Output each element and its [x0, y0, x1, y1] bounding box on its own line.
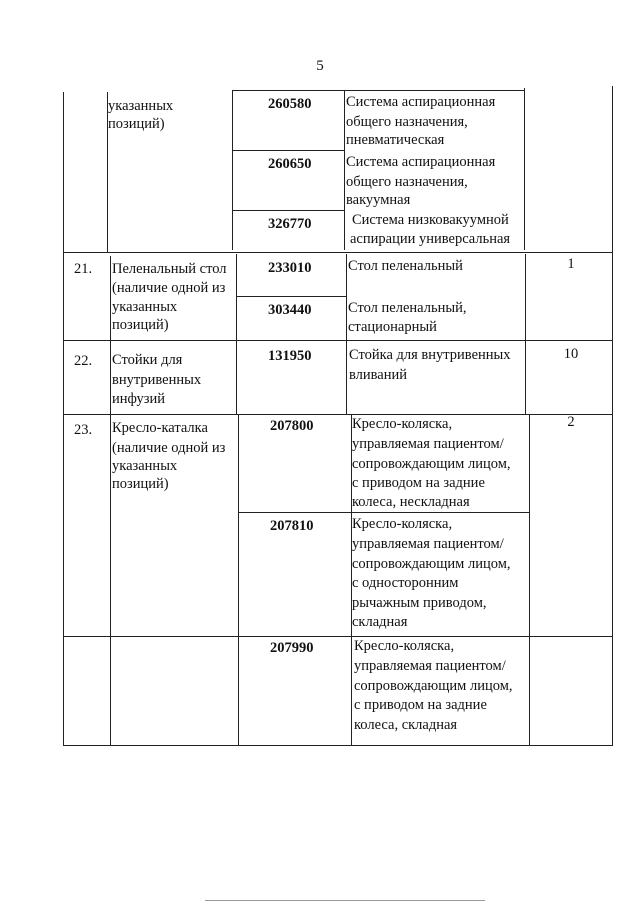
item-desc-line: Кресло-коляска, [354, 638, 455, 654]
row-name-line: Пеленальный стол [112, 261, 227, 277]
item-code: 131950 [268, 348, 312, 364]
col-border-2 [238, 414, 239, 746]
item-separator [238, 512, 529, 513]
col-border-2 [232, 90, 233, 250]
row-quantity: 10 [563, 346, 579, 362]
item-desc-line: сопровождающим лицом, [354, 678, 513, 694]
row-name-line: Кресло-каталка [112, 420, 208, 436]
item-desc-line: рычажным приводом, [352, 595, 487, 611]
item-desc-line: Система низковакуумной [352, 212, 509, 228]
row-name-line: указанных [112, 458, 178, 474]
item-code: 207990 [270, 640, 314, 656]
row-name-line: инфузий [112, 391, 166, 407]
item-desc-line: с приводом на задние [354, 697, 487, 713]
item-desc-line: Стол пеленальный, [348, 300, 467, 316]
row-name-line: позиций) [112, 317, 169, 333]
col-border-3 [344, 90, 345, 250]
row-name-line: позиций) [108, 116, 165, 132]
col-border-4 [529, 414, 530, 746]
col-border-2 [236, 254, 237, 414]
item-desc-line: пневматическая [346, 132, 445, 148]
row-name-line: указанных [112, 299, 178, 315]
item-code: 207800 [270, 418, 314, 434]
item-desc-line: управляемая пациентом/ [354, 658, 506, 674]
item-code: 260650 [268, 156, 312, 172]
item-desc-line: сопровождающим лицом, [352, 556, 511, 572]
table-left-border [63, 92, 64, 746]
item-desc-line: стационарный [348, 319, 437, 335]
scan-edge-line [205, 900, 485, 901]
item-desc-line: Кресло-коляска, [352, 416, 453, 432]
row-name-line: (наличие одной из [112, 280, 226, 296]
item-desc-line: Кресло-коляска, [352, 516, 453, 532]
item-desc-line: сопровождающим лицом, [352, 456, 511, 472]
item-desc-line: управляемая пациентом/ [352, 436, 504, 452]
col-border-4 [525, 254, 526, 414]
row-name-line: Стойки для [112, 352, 183, 368]
col-border-1 [110, 256, 111, 746]
item-desc-line: с односторонним [352, 575, 459, 591]
item-code: 326770 [268, 216, 312, 232]
row-separator [63, 340, 612, 341]
row-name-line: внутривенных [112, 372, 202, 388]
item-desc-line: аспирации универсальная [350, 231, 511, 247]
item-desc-line: общего назначения, [346, 174, 468, 190]
row-separator [63, 252, 612, 253]
item-desc-line: складная [352, 614, 408, 630]
row-quantity: 1 [567, 256, 575, 272]
row-name-line: указанных [108, 98, 174, 114]
table-top-border [232, 90, 524, 91]
page-number: 5 [316, 58, 324, 74]
row-name-line: позиций) [112, 476, 169, 492]
row-separator [63, 414, 612, 415]
row-separator [63, 636, 612, 637]
item-desc-line: с приводом на задние [352, 475, 485, 491]
item-separator [232, 210, 344, 211]
item-desc-line: Система аспирационная [346, 94, 496, 110]
col-border-4 [524, 88, 525, 250]
item-separator [236, 296, 346, 297]
item-desc-line: общего назначения, [346, 114, 468, 130]
item-desc-line: вакуумная [346, 192, 411, 208]
item-desc-line: Стол пеленальный [348, 258, 463, 274]
table-bottom-border [63, 745, 612, 746]
item-code: 233010 [268, 260, 312, 276]
table-right-border [612, 86, 613, 746]
item-desc-line: колеса, нескладная [352, 494, 470, 510]
col-border-3 [346, 254, 347, 414]
item-desc-line: Стойка для внутривенных [349, 347, 511, 363]
row-quantity: 2 [567, 414, 575, 430]
row-name-line: (наличие одной из [112, 440, 226, 456]
item-desc-line: управляемая пациентом/ [352, 536, 504, 552]
item-separator [232, 150, 344, 151]
item-desc-line: вливаний [349, 367, 408, 383]
item-desc-line: колеса, складная [354, 717, 458, 733]
item-code: 303440 [268, 302, 312, 318]
row-number: 23. [74, 422, 93, 438]
row-number: 21. [74, 261, 93, 277]
item-code: 207810 [270, 518, 314, 534]
item-desc-line: Система аспирационная [346, 154, 496, 170]
row-number: 22. [74, 353, 93, 369]
item-code: 260580 [268, 96, 312, 112]
